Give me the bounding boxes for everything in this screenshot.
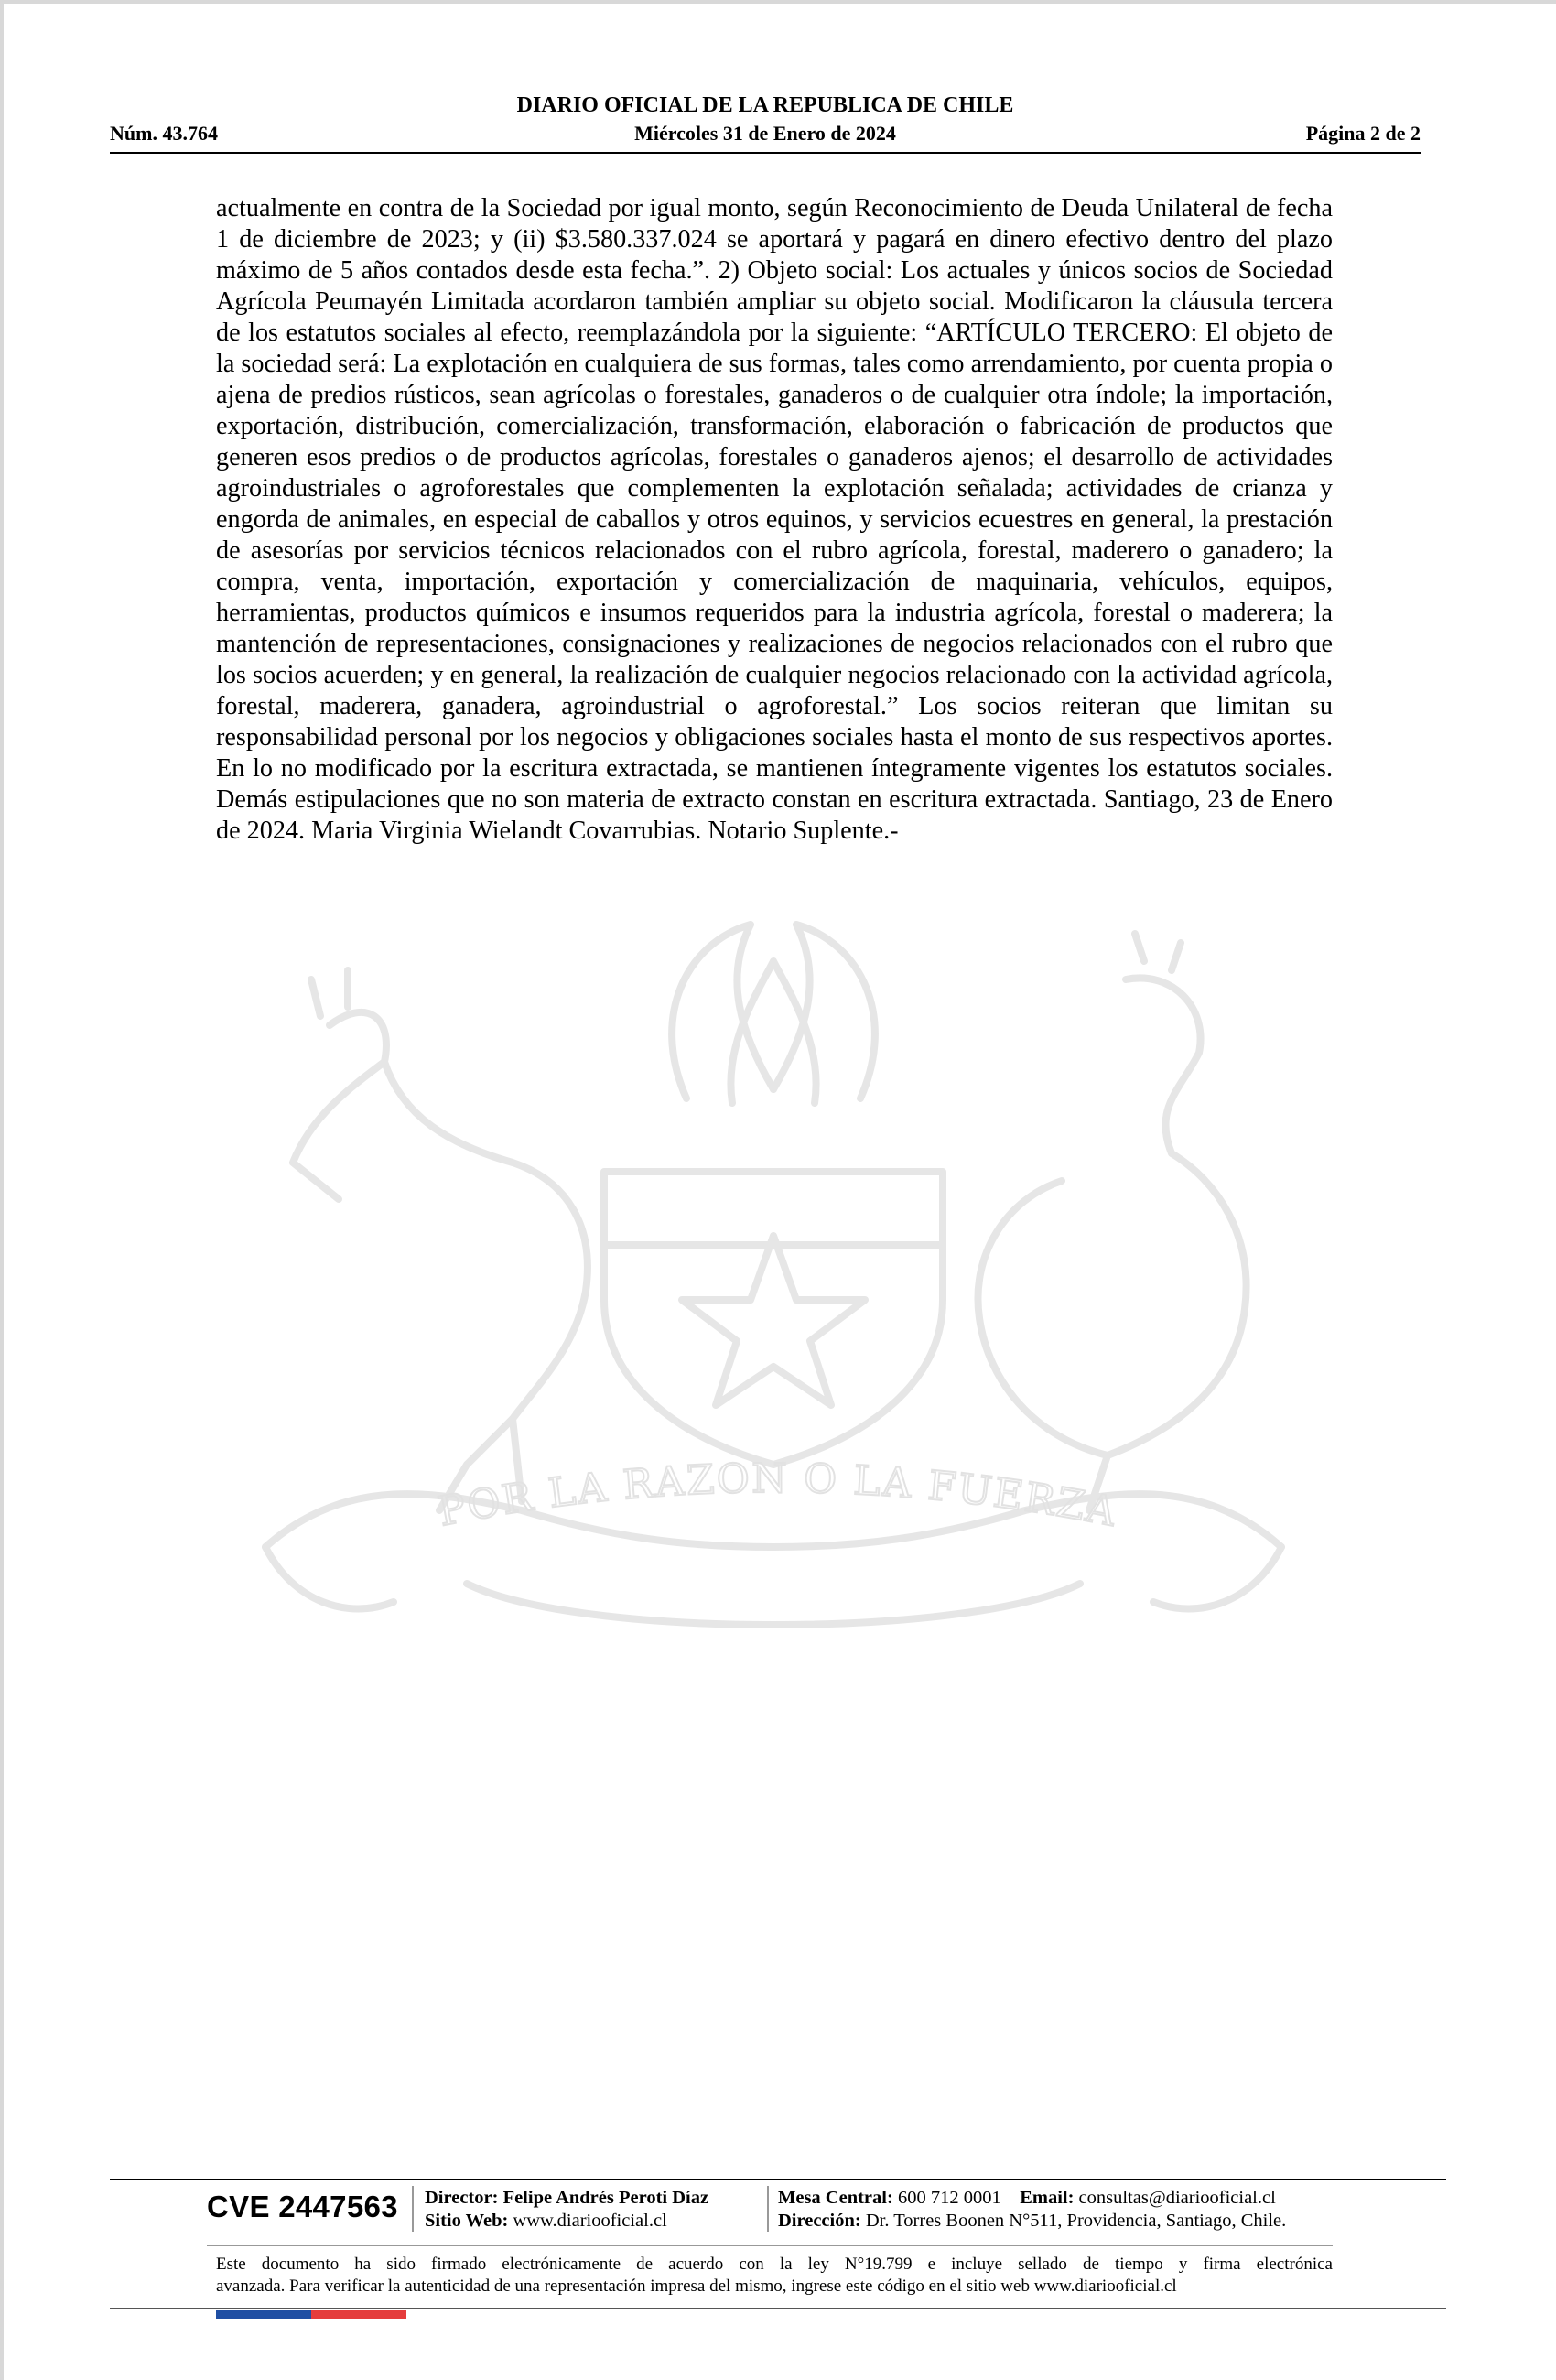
footer-separator — [767, 2186, 769, 2232]
coat-of-arms-watermark-icon — [211, 906, 1336, 1666]
web-label: Sitio Web: — [425, 2211, 509, 2231]
web-link[interactable]: www.diariooficial.cl — [513, 2211, 667, 2231]
legal-line-2: avanzada. Para verificar la autenticidad de una representación impresa del mismo, ingrese este código en el sitio web www.diariooficial.cl — [216, 2277, 1177, 2296]
phone-value: 600 712 0001 — [897, 2188, 1001, 2208]
footer-bottom-rule — [110, 2308, 1446, 2309]
address-value: Dr. Torres Boonen N°511, Providencia, Santiago, Chile. — [865, 2211, 1287, 2231]
svg-text:POR LA RAZON O LA FUERZA — [435, 1455, 1121, 1536]
motto-text: POR LA RAZON O LA FUERZA — [434, 1455, 1122, 1537]
phone-label: Mesa Central: — [778, 2188, 893, 2208]
footer-separator — [412, 2186, 414, 2232]
footer-director-block — [425, 2187, 708, 2233]
flag-stripe-blue — [216, 2310, 311, 2319]
issue-date: Miércoles 31 de Enero de 2024 — [634, 122, 896, 145]
address-label: Dirección: — [778, 2211, 861, 2231]
legal-line-1: Este documento ha sido firmado electrónicamente de acuerdo con la ley N°19.799 e incluye sellado de tiempo y firma electrónica — [216, 2255, 1333, 2274]
page-indicator: Página 2 de 2 — [1305, 122, 1421, 145]
email-label: Email: — [1020, 2188, 1075, 2208]
director-label: Director: — [425, 2188, 499, 2208]
newspaper-title: DIARIO OFICIAL DE LA REPUBLICA DE CHILE — [516, 93, 1014, 117]
director-name: Felipe Andrés Peroti Díaz — [502, 2188, 709, 2208]
legal-notice — [216, 2254, 1333, 2298]
footer-contact-block — [778, 2187, 1286, 2233]
flag-stripe-red — [311, 2310, 406, 2319]
page-header — [110, 93, 1421, 154]
footer-mid-rule — [207, 2245, 1333, 2246]
cve-code: CVE 2447563 — [207, 2190, 398, 2223]
article-body: actualmente en contra de la Sociedad por igual monto, según Reconocimiento de Deuda Unilateral de fecha 1 de diciembre de 2023; y (ii) $3.580.337.024 se aportará y pagará en dinero efectivo dentro del plazo máximo de 5 años contados desde esta fecha.”. 2) Objeto social: Los actuales y únicos socios de Sociedad Agrícola Peumayén Limitada acordaron también ampliar su objeto social. Modificaron la cláusula tercera de los estatutos sociales al efecto, reemplazándola por la siguiente: “ARTÍCULO TERCERO: El objeto de la sociedad será: La explotación en cualquiera de sus formas, tales como arrendamiento, por cuenta propia o ajena de predios rústicos, sean agrícolas o forestales, ganaderos o de cualquier otra índole; la importación, exportación, distribución, comercialización, transformación, elaboración o fabricación de productos que generen esos predios o de productos agrícolas, forestales o ganaderos ajenos; el desarrollo de actividades agroindustriales o agroforestales que complementen la explotación señalada; actividades de crianza y engorda de animales, en especial de caballos y otros equinos, y servicios ecuestres en general, la prestación de asesorías por servicios técnicos relacionados con el rubro agrícola, forestal, maderero o ganadero; la compra, venta, importación, exportación y comercialización de maquinaria, vehículos, equipos, herramientas, productos químicos e insumos requeridos para la industria agrícola, forestal o maderera; la mantención de representaciones, consignaciones y realizaciones de negocios relacionados con el rubro que los socios acuerden; y en general, la realización de cualquier negocios relacionado con la actividad agrícola, forestal, maderera, ganadera, agroindustrial o agroforestal.” Los socios reiteran que limitan su responsabilidad personal por los negocios y obligaciones sociales hasta el monto de sus respectivos aportes. En lo no modificado por la escritura extractada, se mantienen íntegramente vigentes los estatutos sociales. Demás estipulaciones que no son materia de extracto constan en escritura extractada. Santiago, 23 de Enero de 2024. Maria Virginia Wielandt Covarrubias. Notario Suplente.- — [216, 194, 1333, 845]
footer-top-rule — [110, 2179, 1446, 2180]
email-link[interactable]: consultas@diariooficial.cl — [1078, 2188, 1276, 2208]
issue-number: Núm. 43.764 — [110, 122, 218, 145]
